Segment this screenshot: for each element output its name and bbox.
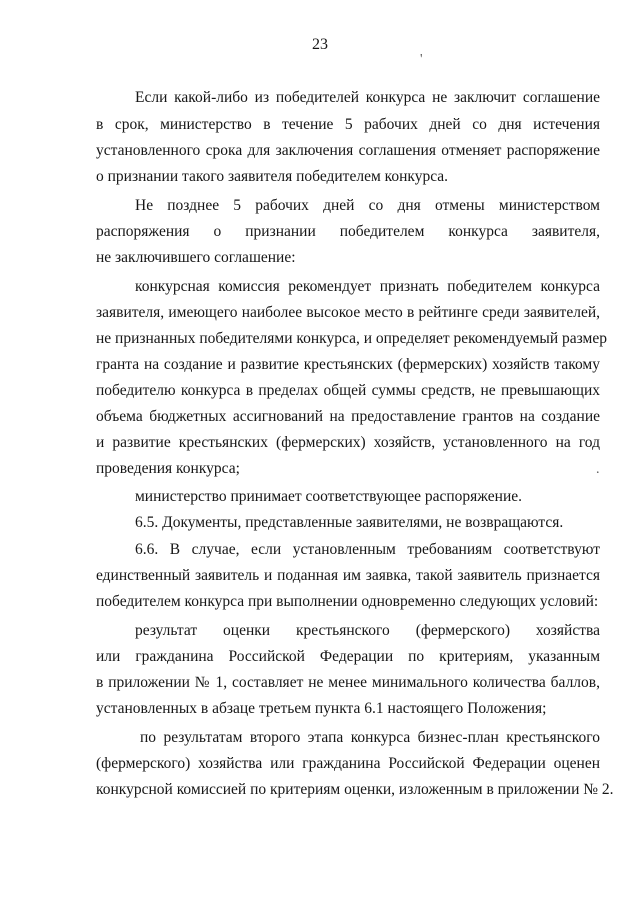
text-line: победителем конкурса при выполнении одновременно следующих условий: (96, 593, 599, 610)
text-line: проведения конкурса; (96, 460, 240, 477)
text-line: или гражданина Российской Федерации по критериям, указанным (96, 648, 600, 665)
text-line: объема бюджетных ассигнований на предоставление грантов на создание (96, 408, 600, 425)
text-line: конкурсная комиссия рекомендует признать победителем конкурса (135, 278, 600, 295)
text-line: Если какой-либо из победителей конкурса не заключит соглашение (135, 89, 600, 106)
text-line: распоряжения о признании победителем конкурса заявителя, (96, 223, 600, 240)
text-line: гранта на создание и развитие крестьянских (фермерских) хозяйств такому (96, 356, 600, 373)
text-line: (фермерского) хозяйства или гражданина Российской Федерации оценен (96, 755, 600, 772)
text-line: установленного срока для заключения соглашения отменяет распоряжение (96, 142, 600, 159)
text-line: победителю конкурса в пределах общей суммы средств, не превышающих (96, 382, 600, 399)
text-line: конкурсной комиссией по критериям оценки, изложенным в приложении № 2. (96, 781, 614, 798)
text-line: по результатам второго этапа конкурса бизнес-план крестьянского (140, 729, 600, 746)
text-line: министерство принимает соответствующее распоряжение. (135, 488, 523, 505)
text-line: о признании такого заявителя победителем конкурса. (96, 168, 449, 185)
text-line: установленных в абзаце третьем пункта 6.1 настоящего Положения; (96, 700, 547, 717)
text-line: 6.5. Документы, представленные заявителями, не возвращаются. (135, 514, 564, 531)
text-line: в срок, министерство в течение 5 рабочих дней со дня истечения (96, 116, 600, 133)
text-line: не признанных победителями конкурса, и определяет рекомендуемый размер (96, 330, 607, 347)
text-line: результат оценки крестьянского (фермерского) хозяйства (135, 622, 600, 639)
page-number: 23 (312, 36, 328, 53)
scan-mark: ' (420, 52, 423, 67)
text-line: в приложении № 1, составляет не менее минимального количества баллов, (96, 674, 600, 691)
scan-mark: . (596, 462, 600, 477)
text-line: не заключившего соглашение: (96, 249, 296, 266)
text-line: 6.6. В случае, если установленным требованиям соответствуют (135, 541, 600, 558)
text-line: и развитие крестьянских (фермерских) хозяйств, установленного на год (96, 434, 600, 451)
text-line: Не позднее 5 рабочих дней со дня отмены министерством (135, 197, 600, 214)
text-line: заявителя, имеющего наиболее высокое место в рейтинге среди заявителей, (96, 304, 600, 321)
text-line: единственный заявитель и поданная им заявка, такой заявитель признается (96, 567, 600, 584)
